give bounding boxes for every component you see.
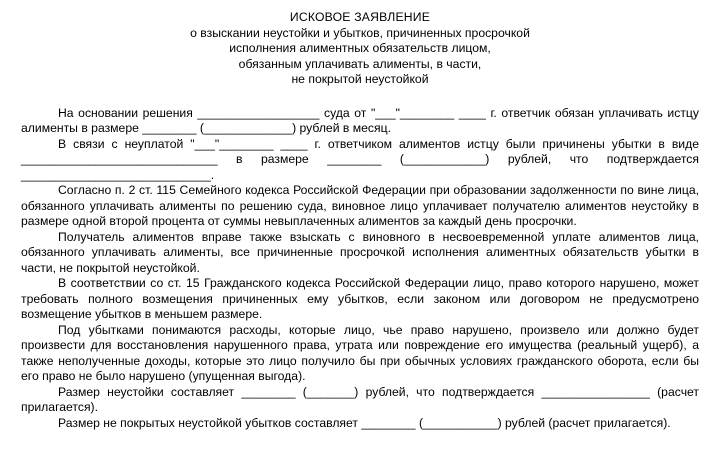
document-subtitle-line-3: обязанным уплачивать алименты, в части, <box>238 56 482 71</box>
paragraph-court-decision: На основании решения __________________ суда от "___"________ ____ г. ответчик обязан уплачивать истцу алименты в размере ________ (_____________) рублей в месяц. <box>21 105 699 135</box>
document-header <box>21 10 699 88</box>
document-subtitle-line-1: о взыскании неустойки и убытков, причиненных просрочкой <box>190 25 530 40</box>
paragraph-uncovered-damages: Размер не покрытых неустойкой убытков составляет ________ (___________) рублей (расчет прилагается). <box>58 415 671 430</box>
paragraph-damages-definition: Под убытками понимаются расходы, которые лицо, чье право нарушено, произвело или должно будет произвести для восстановления нарушенного права, утрата или повреждение его имущества (реальный ущерб), а также неполученные доходы, которые это лицо получило бы при обычных условиях гражданского оборота, если бы его право не было нарушено (упущенная выгода). <box>21 322 699 383</box>
paragraph-damages: В связи с неуплатой "___"________ ____ г. ответчиком алиментов истцу были причинены убытки в виде _____________________________ в размере ________ (____________) рублей, что подтверждается ____________________________. <box>21 136 699 182</box>
paragraph-recipient-rights: Получатель алиментов вправе также взыскать с виновного в несвоевременной уплате алиментов лица, обязанного уплачивать алименты, все причиненные просрочкой исполнения алиментных обязательств убытки в части, не покрытой неустойкой. <box>21 229 699 275</box>
document-title: ИСКОВОЕ ЗАЯВЛЕНИЕ <box>289 10 431 24</box>
document-subtitle-line-4: не покрытой неустойкой <box>291 72 429 86</box>
document-subtitle-line-2: исполнения алиментных обязательств лицом, <box>229 41 491 55</box>
paragraph-civil-code: В соответствии со ст. 15 Гражданского кодекса Российской Федерации лицо, право которого нарушено, может требовать полного возмещения причиненных ему убытков, если законом или договором не предусмотрено возмещение убытков в меньшем размере. <box>21 276 699 321</box>
paragraph-family-code: Согласно п. 2 ст. 115 Семейного кодекса Российской Федерации при образовании задолженности по вине лица, обязанного уплачивать алименты по решению суда, виновное лицо уплачивает получателю алиментов неустойку в размере одной второй процента от суммы невыплаченных алиментов за каждый день просрочки. <box>21 183 699 228</box>
paragraph-penalty-amount: Размер неустойки составляет ________ (_______) рублей, что подтверждается ________________ (расчет прилагается). <box>21 384 699 414</box>
document-page <box>21 10 699 431</box>
